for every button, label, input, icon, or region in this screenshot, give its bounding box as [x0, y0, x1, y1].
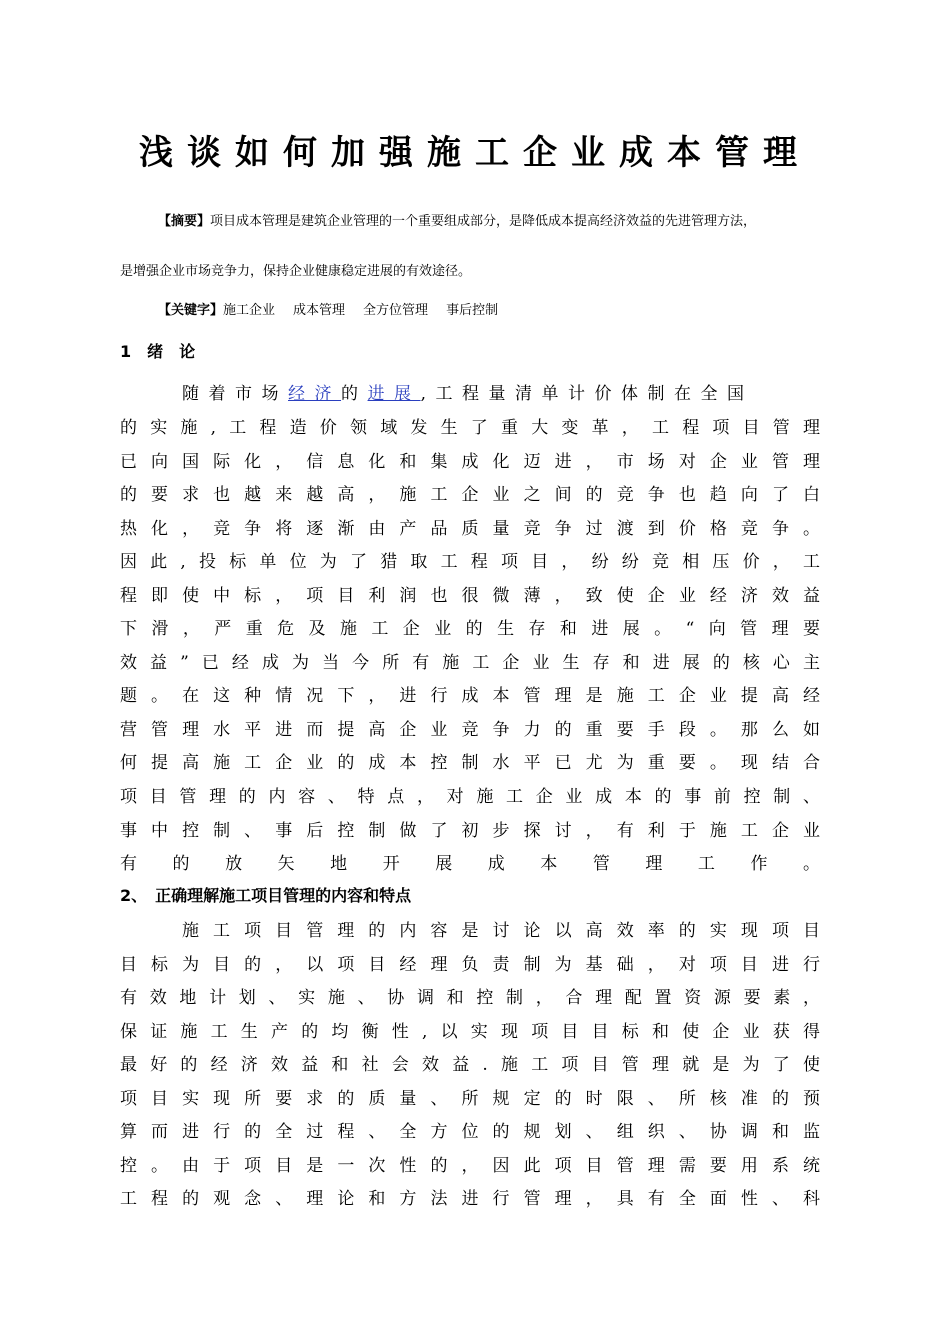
body-line	[120, 1153, 835, 1179]
body-line-text: 目标为目的，以项目经理负责制为基础，对项目进行	[120, 955, 835, 975]
page-title: 浅谈如何加强施工企业成本管理	[139, 133, 811, 173]
keyword: 事后控制	[446, 303, 499, 318]
body-line	[120, 985, 833, 1011]
text-run: 的	[341, 384, 368, 404]
body-line-text: 的要求也越来越高，施工企业之间的竞争也趋向了白	[120, 485, 835, 505]
body-line-text: 已向国际化，信息化和集成化迈进，市场对企业管理	[120, 452, 835, 472]
body-line-text: 控。由于项目是一次性的，因此项目管理需要用系统	[120, 1156, 835, 1176]
abstract-text-1: 项目成本管理是建筑企业管理的一个重要组成部分，是降低成本提高经济效益的先进管理方法，	[210, 214, 757, 229]
body-line	[120, 549, 834, 575]
abstract-line-1	[158, 212, 878, 232]
body-line-text: 因此,投标单位为了猎取工程项目，纷纷竞相压价，工	[120, 552, 834, 572]
body-line	[120, 482, 835, 508]
body-line	[120, 818, 835, 844]
link-economy[interactable]: 经济	[288, 384, 342, 404]
body-line	[120, 1052, 834, 1078]
text-run: ,工程量清单计价体制在全国	[420, 384, 754, 404]
body-line-text: 程即使中标，项目利润也很微薄，致使企业经济效益	[120, 586, 835, 606]
body-line	[120, 650, 834, 676]
body-line-text: 保证施工生产的均衡性,以实现项目目标和使企业获得	[120, 1022, 834, 1042]
body-line	[120, 717, 835, 743]
body-line	[120, 1186, 835, 1212]
body-line-text: 热化，竞争将逐渐由产品质量竞争过渡到价格竞争。	[120, 519, 835, 539]
body-line	[120, 1019, 834, 1045]
body-line	[120, 683, 835, 709]
body-line-text: 下滑，严重危及施工企业的生存和进展。“向管理要	[120, 619, 835, 639]
text-run: 随着市场	[182, 384, 289, 404]
body-line	[120, 750, 835, 776]
body-line-text: 的实施,工程造价领域发生了重大变革，工程项目管理	[120, 418, 834, 438]
body-line-text: 效益”已经成为当今所有施工企业生存和进展的核心主	[120, 653, 834, 673]
body-line-text: 项目管理的内容、特点，对施工企业成本的事前控制、	[120, 787, 833, 807]
body-line-text: 有的放矢地开展成本管理工作。	[120, 854, 856, 874]
body-line	[120, 851, 856, 877]
section-2-heading: 2、 正确理解施工项目管理的内容和特点	[120, 886, 412, 905]
body-line-text: 题。在这种情况下，进行成本管理是施工企业提高经	[120, 686, 835, 706]
body-line	[120, 449, 835, 475]
body-line	[120, 583, 835, 609]
link-development[interactable]: 进展	[367, 384, 421, 404]
body-line	[182, 918, 835, 944]
keyword: 全方位管理	[363, 303, 429, 318]
body-line-text: 事中控制、事后控制做了初步探讨，有利于施工企业	[120, 821, 835, 841]
keyword: 施工企业	[223, 303, 276, 318]
body-line-text: 工程的观念、理论和方法进行管理，具有全面性、科	[120, 1189, 835, 1209]
body-line	[120, 1119, 835, 1145]
body-line	[120, 1086, 835, 1112]
body-line	[182, 381, 820, 407]
keywords-label: 【关键字】	[158, 303, 224, 318]
body-line-text: 最好的经济效益和社会效益.施工项目管理就是为了使	[120, 1055, 834, 1075]
abstract-line-2: 是增强企业市场竞争力，保持企业健康稳定进展的有效途径。	[120, 264, 472, 279]
body-line	[120, 784, 833, 810]
keyword: 成本管理	[293, 303, 346, 318]
body-line-text: 算而进行的全过程、全方位的规划、组织、协调和监	[120, 1122, 835, 1142]
body-line	[120, 415, 834, 441]
body-line	[120, 516, 835, 542]
body-line-text: 营管理水平进而提高企业竞争力的重要手段。那么如	[120, 720, 835, 740]
body-line-text: 有效地计划、实施、协调和控制，合理配置资源要素，	[120, 988, 833, 1008]
section-1-heading: 1 绪 论	[120, 342, 196, 361]
body-line	[120, 616, 835, 642]
body-line-text: 项目实现所要求的质量、所规定的时限、所核准的预	[120, 1089, 835, 1109]
keywords-line	[158, 301, 878, 321]
abstract-label: 【摘要】	[158, 214, 211, 229]
body-line	[120, 952, 835, 978]
body-line-text: 施工项目管理的内容是讨论以高效率的实现项目	[182, 921, 835, 941]
body-line-text	[182, 381, 754, 407]
body-line-text: 何提高施工企业的成本控制水平已尤为重要。现结合	[120, 753, 835, 773]
